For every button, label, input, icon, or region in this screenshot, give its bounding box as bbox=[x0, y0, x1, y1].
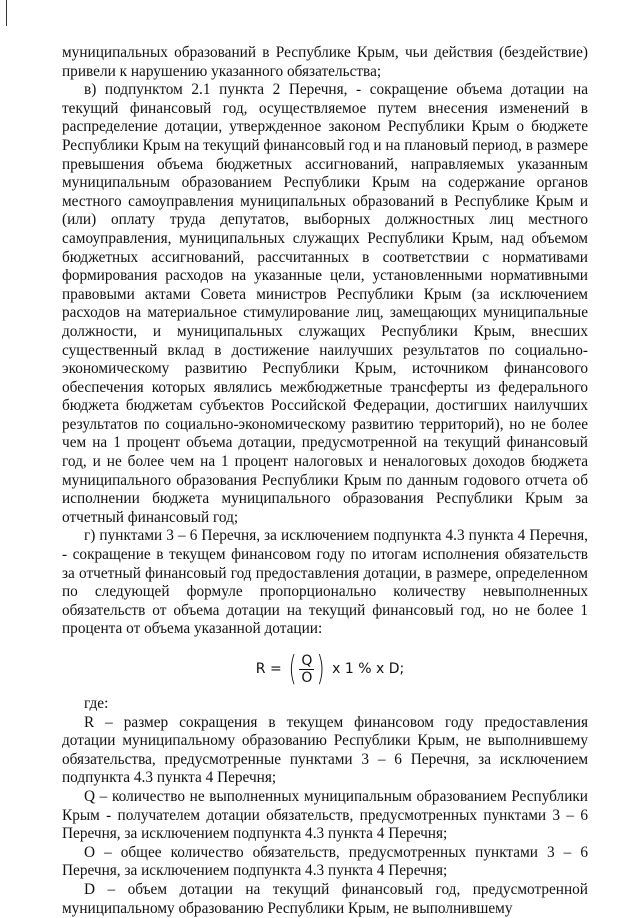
paragraph-continuation: муниципальных образований в Республике Крым, чьи действия (бездействие) привели к нарушению указанного обязательства; bbox=[62, 44, 588, 80]
definition-r: R – размер сокращения в текущем финансовом году предоставления дотации муниципальному образованию Республики Крым, не выполнившему обязательства, предусмотренные пунктами 3 – 6 Перечня, за исключением подпункта 4.3 пункта 4 Перечня; bbox=[62, 713, 588, 787]
definition-o: O – общее количество обязательств, предусмотренных пунктами 3 – 6 Перечня, за исключением подпункта 4.3 пункта 4 Перечня; bbox=[62, 843, 588, 880]
definition-d: D – объем дотации на текущий финансовый год, предусмотренной муниципальному образованию Республики Крым, не выполнившему bbox=[62, 880, 588, 917]
paragraph-where: где: bbox=[84, 695, 109, 712]
paragraph-item-g: г) пунктами 3 – 6 Перечня, за исключением подпункта 4.3 пункта 4 Перечня, - сокращение в текущем финансовом году по итогам исполнения обязательств за отчетный финансовый год предоставления дотации, в размере, определенном по следующей формуле пропорционально количеству невыполненных обязательств от объема дотации на текущий финансовый год, но не более 1 процента от объема указанной дотации: bbox=[62, 527, 588, 638]
formula bbox=[62, 643, 588, 695]
formula-numerator: Q bbox=[301, 652, 313, 669]
formula-rhs: x 1 % x D; bbox=[327, 660, 405, 677]
formula-denominator: O bbox=[301, 669, 313, 686]
paragraph-item-v: в) подпунктом 2.1 пункта 2 Перечня, - сокращение объема дотации на текущий финансовый год, осуществляемое путем внесения изменений в распределение дотации, утвержденное законом Республики Крым о бюджете Республики Крым на текущий финансовый год и на плановый период, в размере превышения объема бюджетных ассигнований, направляемых указанным муниципальным образованием Республики Крым на содержание органов местного самоуправления муниципальных образований в Республике Крым и (или) оплату труда депутатов, выборных должностных лиц местного самоуправления, муниципальных служащих Республики Крым, над объемом бюджетных ассигнований, рассчитанных в соответствии с нормативами формирования расходов на указанные цели, установленными нормативными правовыми актами Совета министров Республики Крым (за исключением расходов на материальное стимулирование лиц, замещающих муниципальные должности, и муниципальных служащих Республики Крым, внесших существенный вклад в достижение наилучших результатов по социально-экономическому развитию Республики Крым, источником финансового обеспечения которых являлись межбюджетные трансферты из федерального бюджета бюджетам субъектов Российской Федерации, достигших наилучших результатов по социально-экономическому развитию территорий), но не более чем на 1 процент объема дотации, предусмотренной на текущий финансовый год, и не более чем на 1 процент налоговых и неналоговых доходов бюджета муниципального образования Республики Крым по данным годового отчета об исполнении бюджета муниципального образования Республики Крым за отчетный финансовый год; bbox=[62, 81, 588, 526]
formula-lhs: R = bbox=[255, 660, 287, 677]
right-paren: ) bbox=[317, 649, 326, 689]
margin-line bbox=[6, 0, 7, 26]
left-paren: ( bbox=[288, 649, 297, 689]
definition-q: Q – количество не выполненных муниципальным образованием Республики Крым - получателем дотации обязательств, предусмотренных пунктами 3 – 6 Перечня, за исключением подпункта 4.3 пункта 4 Перечня; bbox=[62, 787, 588, 843]
formula-fraction bbox=[299, 653, 314, 686]
document-body bbox=[62, 44, 588, 918]
